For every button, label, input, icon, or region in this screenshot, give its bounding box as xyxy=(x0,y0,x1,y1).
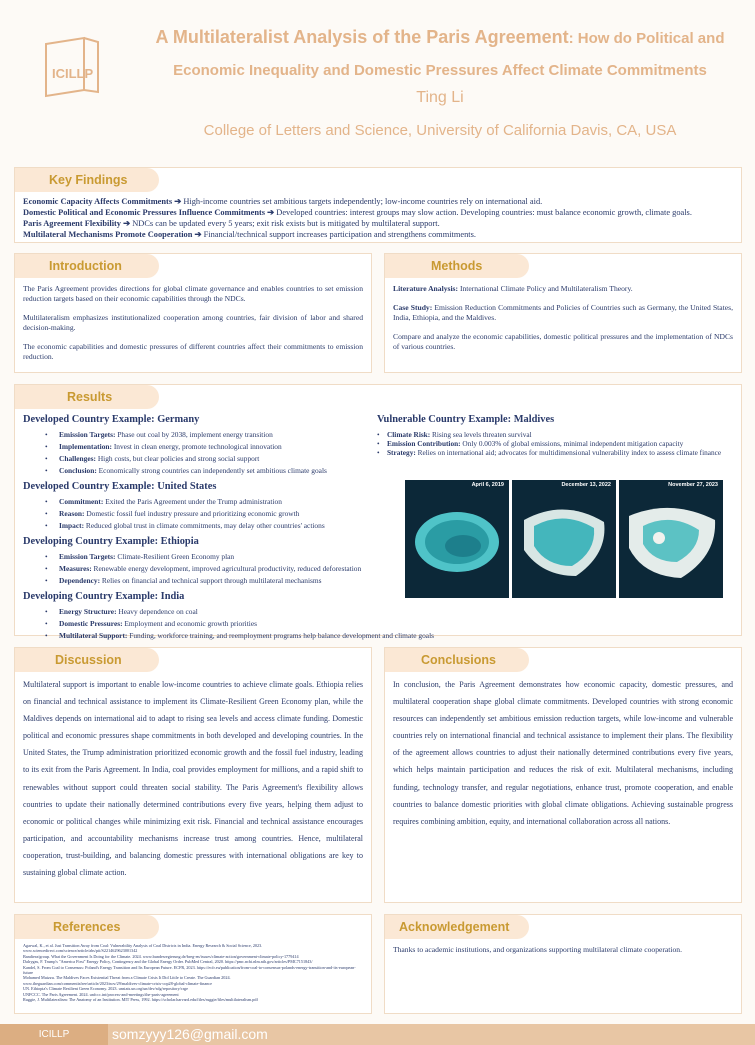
intro-paragraph: The Paris Agreement provides directions for global climate governance and enables countries to set emission reduction targets based on their economic capabilities through the NDCs. xyxy=(23,284,363,303)
references-list xyxy=(23,943,363,1002)
acknowledgement-text: Thanks to academic institutions, and organizations supporting multilateral climate cooperation. xyxy=(393,945,682,954)
introduction-panel xyxy=(14,253,372,373)
key-finding-item: Paris Agreement Flexibility ➔ NDCs can be updated every 5 years; exit risk exists but is mitigated by multilateral support. xyxy=(23,219,440,228)
title-sub-1: : How do Political and xyxy=(568,30,725,47)
methods-literature: Literature Analysis: International Climate Policy and Multilateralism Theory. xyxy=(393,284,633,293)
conclusions-text: In conclusion, the Paris Agreement demonstrates how economic capacity, domestic pressures, and multilateral cooperation shape global climate commitments. Developed countries with strong economic resources can independently set ambitious emission reduction targets, while low-income and vulnerable countries rely on international financial and technical assistance to implement their plans. The flexibility of the agreement allows countries to adjust their nationally determined contributions every five years, which helps maintain participation and reduces the risk of exit. Multilateral mechanisms, including funding, technology transfer, and regular negotiations, enhance trust, promote cooperation, and enable countries to balance domestic priorities with global climate obligations. Achieving sustainable progress requires combining ambition, equity, and international collaboration across all nations. xyxy=(393,680,733,826)
list-item: • Domestic Pressures: Employment and economic growth priorities xyxy=(45,618,493,630)
acknowledgement-panel xyxy=(384,914,742,1014)
photo-date: December 13, 2022 xyxy=(561,482,611,488)
key-findings-title: Key Findings xyxy=(15,168,159,192)
list-item: • Commitment: Exited the Paris Agreement under the Trump administration xyxy=(45,496,493,508)
list-item: • Multilateral Support: Funding, workforce training, and reemployment programs help balance development and climate goals xyxy=(45,630,493,642)
logo xyxy=(40,36,106,102)
poster-title xyxy=(140,22,740,86)
satellite-image xyxy=(512,480,616,598)
maldives-list xyxy=(377,430,737,457)
list-item: • Emission Targets: Climate-Resilient Green Economy plan xyxy=(45,551,493,563)
contact-email[interactable]: somzyyy126@gmail.com xyxy=(112,1026,268,1042)
methods-title: Methods xyxy=(385,254,529,278)
maldives-photo-strip xyxy=(405,480,723,598)
title-sub-2: Economic Inequality and Domestic Pressures Affect Climate Commitments xyxy=(173,62,707,79)
acknowledgement-title: Acknowledgement xyxy=(385,915,529,939)
reference-item: Ruggie, J. Multilateralism: The Anatomy of an Institution. MIT Press, 1992. https://scholar.harvard.edu/files/ruggie/files/multilateralism.pdf xyxy=(23,997,258,1003)
methods-panel xyxy=(384,253,742,373)
author: Ting Li xyxy=(416,89,464,106)
methods-compare: Compare and analyze the economic capabilities, domestic political pressures and the implementation of NDCs of various countries. xyxy=(393,332,733,351)
ethiopia-heading: Developing Country Example: Ethiopia xyxy=(23,536,199,547)
introduction-title: Introduction xyxy=(15,254,159,278)
key-finding-item: Domestic Political and Economic Pressures Influence Commitments ➔ Developed countries: interest groups may slow action. Developing countries: must balance economic growth, climate goals. xyxy=(23,208,692,217)
list-item: • Dependency: Relies on financial and technical support through multilateral mechanisms xyxy=(45,575,493,587)
discussion-title: Discussion xyxy=(15,648,159,672)
reference-item[interactable]: www.sciencedirect.com/science/article/abs/pii/S2214629623001342 xyxy=(23,948,138,954)
footer xyxy=(0,1024,755,1045)
india-heading: Developing Country Example: India xyxy=(23,591,185,602)
reference-item[interactable]: www.theguardian.com/commentisfree/article/2023/nov/29/maldives-climate-crisis-cop28-global-climate-finance xyxy=(23,980,213,986)
reference-item: Dalrygas, F. Trump's "America First" Energy Policy, Contingency and the Global Energy Order. PubMed Central, 2020. https://pmc.ncbi.nlm.nih.gov/articles/PMC7151843/ xyxy=(23,959,313,965)
list-item: • Strategy: Relies on international aid; advocates for multidimensional vulnerability index to assess climate finance xyxy=(377,448,737,457)
intro-paragraph: Multilateralism emphasizes institutionalized cooperation among countries, fair division of labor and shared decision-making. xyxy=(23,313,363,332)
references-title: References xyxy=(15,915,159,939)
key-finding-item: Multilateral Mechanisms Promote Cooperation ➔ Financial/technical support increases participation and strengthens commitments. xyxy=(23,230,476,239)
footer-tag: ICILLP xyxy=(0,1024,108,1045)
key-finding-item: Economic Capacity Affects Commitments ➔ High-income countries set ambitious targets independently; low-income countries rely on international aid. xyxy=(23,197,543,206)
list-item: • Measures: Renewable energy development, improved agricultural productivity, reduced deforestation xyxy=(45,563,493,575)
conclusions-title: Conclusions xyxy=(385,648,529,672)
india-list xyxy=(45,606,493,642)
list-item: • Reason: Domestic fossil fuel industry pressure and prioritizing economic growth xyxy=(45,508,493,520)
results-title: Results xyxy=(15,385,159,409)
list-item: • Impact: Reduced global trust in climate commitments, may delay other countries' actions xyxy=(45,520,493,532)
photo-date: November 27, 2023 xyxy=(668,482,718,488)
intro-paragraph: The economic capabilities and domestic pressures of different countries affect their commitments to emission reduction. xyxy=(23,342,363,361)
key-findings-list xyxy=(23,196,733,240)
satellite-image xyxy=(405,480,509,598)
list-item: • Climate Risk: Rising sea levels threaten survival xyxy=(377,430,737,439)
list-item: • Emission Targets: Phase out coal by 2038, implement energy transition xyxy=(45,429,493,441)
maldives-heading: Vulnerable Country Example: Maldives xyxy=(377,414,555,425)
satellite-image xyxy=(619,480,723,598)
list-item: • Conclusion: Economically strong countries can independently set ambitious climate goals xyxy=(45,465,493,477)
list-item: • Implementation: Invest in clean energy, promote technological innovation xyxy=(45,441,493,453)
results-panel xyxy=(14,384,742,640)
reference-item: Mohamed Muizzu. The Maldives Faces Existential Threat from a Climate Crisis It Did Little to Create. The Guardian 2024. xyxy=(23,975,231,981)
key-findings-panel xyxy=(14,167,742,243)
reference-item: Kandel, S. From Coal to Consensus: Poland's Energy Transition and Its European Future. ECFR, 2023. https://ecfr.eu/publication/from-coal-to-consensus-polands-energy-transition-and-its-european-future xyxy=(23,964,356,976)
conclusions-panel xyxy=(384,647,742,903)
discussion-panel xyxy=(14,647,372,903)
logo-text: ICILLP xyxy=(52,66,94,81)
logo-icon xyxy=(40,36,106,102)
affiliation: College of Letters and Science, University of California Davis, CA, USA xyxy=(203,122,677,139)
us-heading: Developed Country Example: United States xyxy=(23,481,217,492)
germany-heading: Developed Country Example: Germany xyxy=(23,414,200,425)
discussion-text: Multilateral support is important to enable low-income countries to achieve climate goals. Ethiopia relies on financial and technical assistance to implement its Climate-Resilient Green Economy plan, while the Maldives depends on international aid to adapt to rising sea levels and access climate funding. Domestic political and economic pressures shape commitments in both developed and developing countries. In the United States, the Trump administration prioritized economic growth and the fossil fuel industry, leading to its exit from the Paris Agreement. In India, coal provides employment for millions, and a rapid shift to renewables without support could threaten social stability. The Paris Agreement's flexibility allows countries to update their nationally determined contributions every five years, helping them adjust to economic or political changes while minimizing exit risk. Financial and technical assistance encourages participation, and accountability mechanisms increase trust among countries. Hence, multilateral cooperation, trust-building, and balancing domestic pressures with international obligations are key to sustaining global climate action. xyxy=(23,680,363,878)
list-item: • Challenges: High costs, but clear policies and strong social support xyxy=(45,453,493,465)
list-item: • Emission Contribution: Only 0.003% of global emissions, minimal independent mitigation capacity xyxy=(377,439,737,448)
reference-item: UNFCCC. The Paris Agreement. 2024. unfccc.int/process-and-meetings/the-paris-agreement xyxy=(23,991,179,997)
reference-item: Bandiera/group. What the Government Is Doing for the Climate. 2024. www.bundesregierung.de/breg-en/issues/climate-action/government-climate-policy-1779414 xyxy=(23,953,299,959)
methods-case-study: Case Study: Emission Reduction Commitments and Policies of Countries such as Germany, the United States, India, Ethiopia, and the Maldives. xyxy=(393,303,733,322)
reference-item: Agarwal, K., et al. Just Transition Away from Coal: Vulnerability Analysis of Coal Districts in India. Energy Research & Social Science, 2023. xyxy=(23,943,263,948)
title-main: A Multilateralist Analysis of the Paris Agreement xyxy=(155,27,569,47)
list-item: • Energy Structure: Heavy dependence on coal xyxy=(45,606,493,618)
reference-item: UN. Ethiopia's Climate Resilient Green Economy. 2023. unstats.un.org/un/dev/sdg/repository/crge xyxy=(23,986,189,992)
references-panel xyxy=(14,914,372,1014)
photo-date: April 6, 2019 xyxy=(471,482,504,488)
